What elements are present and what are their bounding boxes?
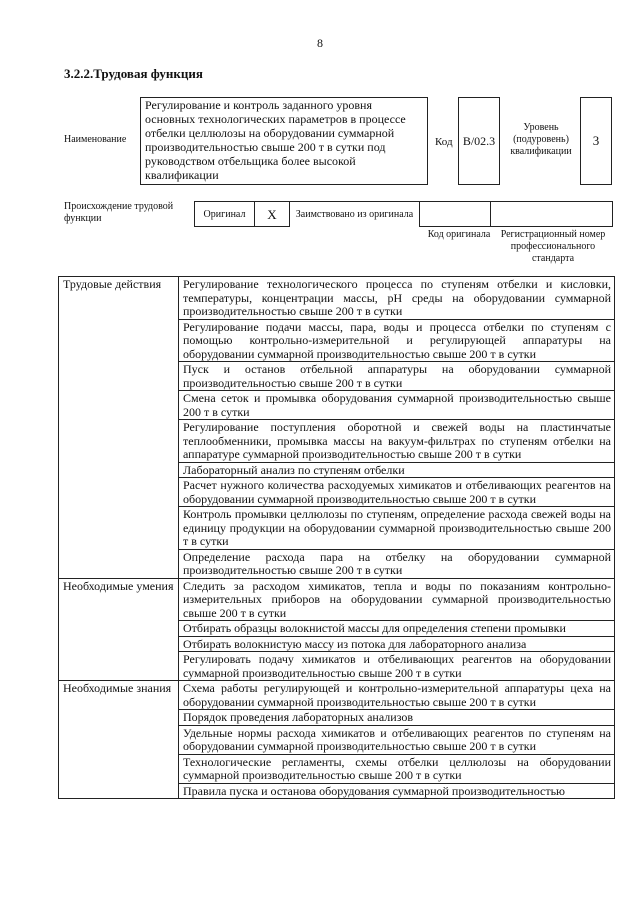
function-name-text: Регулирование и контроль заданного уровня основных технологических параметров в процессе отбелки целлюлозы на оборудовании суммарной производительностью свыше 200 т в сутки под руководством отбельщика более высокой квалификации	[145, 98, 406, 182]
row-text: Лабораторный анализ по ступеням отбелки	[179, 462, 615, 478]
origin-table	[194, 201, 613, 227]
row-text: Следить за расходом химикатов, тепла и воды по показаниям контрольно-измерительных приборов на оборудовании суммарной производительностью свыше 200 т в сутки	[179, 578, 615, 621]
table-row	[59, 578, 615, 621]
name-label: Наименование	[64, 134, 127, 145]
code-value-box	[458, 97, 500, 185]
row-text: Схема работы регулирующей и контрольно-измерительной аппаратуры цеха на оборудовании суммарной производительностью свыше 200 т в сутки	[179, 681, 615, 710]
code-original-label: Код оригинала	[427, 229, 491, 240]
reg-number-cell	[491, 202, 613, 227]
code-label: Код	[435, 136, 453, 148]
row-text: Определение расхода пара на отбелку на оборудовании суммарной производительностью свыше 200 т в сутки	[179, 549, 615, 578]
function-details-table	[58, 276, 615, 799]
level-value-box	[580, 97, 612, 185]
level-value: 3	[592, 133, 600, 148]
row-text: Отбирать образцы волокнистой массы для определения степени промывки	[179, 621, 615, 637]
category-cell: Необходимые знания	[59, 681, 179, 799]
row-text: Регулировать подачу химикатов и отбеливающих реагентов на оборудовании суммарной производительностью свыше 200 т в сутки	[179, 652, 615, 681]
row-text: Расчет нужного количества расходуемых химикатов и отбеливающих реагентов на оборудовании суммарной производительностью свыше 200 т в сутки	[179, 478, 615, 507]
original-mark: X	[255, 202, 290, 227]
table-row	[59, 277, 615, 320]
row-text: Регулирование поступления оборотной и свежей воды на пластинчатые теплообменники, промывка массы на вакуум-фильтрах по ступеням отбелки на аппаратуре суммарной производительностью свыше 200 т в сутки	[179, 420, 615, 463]
reg-number-label: Регистрационный номер профессионального стандарта	[500, 229, 606, 264]
section-title: 3.2.2.Трудовая функция	[64, 66, 203, 81]
row-text: Порядок проведения лабораторных анализов	[179, 710, 615, 726]
original-label: Оригинал	[195, 202, 255, 227]
category-cell: Трудовые действия	[59, 277, 179, 579]
origin-label: Происхождение трудовой функции	[64, 201, 174, 224]
page-number: 8	[317, 36, 323, 50]
code-original-cell	[420, 202, 491, 227]
row-text: Регулирование технологического процесса по ступеням отбелки и кисловки, температуры, концентрации массы, pH среды на оборудовании суммарной производительностью свыше 200 т в сутки	[179, 277, 615, 320]
row-text: Отбирать волокнистую массу из потока для лабораторного анализа	[179, 636, 615, 652]
function-name-box	[140, 97, 428, 185]
row-text: Правила пуска и останова оборудования суммарной производительностью	[179, 783, 615, 799]
row-text: Пуск и останов отбельной аппаратуры на оборудовании суммарной производительностью свыше 200 т в сутки	[179, 362, 615, 391]
row-text: Технологические регламенты, схемы отбелки целлюлозы на оборудовании суммарной производительностью свыше 200 т в сутки	[179, 754, 615, 783]
row-text: Смена сеток и промывка оборудования суммарной производительностью свыше 200 т в сутки	[179, 391, 615, 420]
row-text: Контроль промывки целлюлозы по ступеням, определение расхода свежей воды на единицу продукции на оборудовании суммарной производительностью свыше 200 т в сутки	[179, 507, 615, 550]
row-text: Регулирование подачи массы, пара, воды и процесса отбелки по ступеням с помощью контрольно-измерительной и регулирующей аппаратуры на оборудовании суммарной производительностью свыше 200 т в сутки	[179, 319, 615, 362]
category-cell: Необходимые умения	[59, 578, 179, 681]
borrowed-label: Заимствовано из оригинала	[290, 202, 420, 227]
level-label: Уровень (подуровень) квалификации	[510, 122, 572, 157]
row-text: Удельные нормы расхода химикатов и отбеливающих реагентов по ступеням на оборудовании суммарной производительностью свыше 200 т в сутки	[179, 725, 615, 754]
code-value: B/02.3	[462, 133, 496, 148]
table-row	[59, 681, 615, 710]
